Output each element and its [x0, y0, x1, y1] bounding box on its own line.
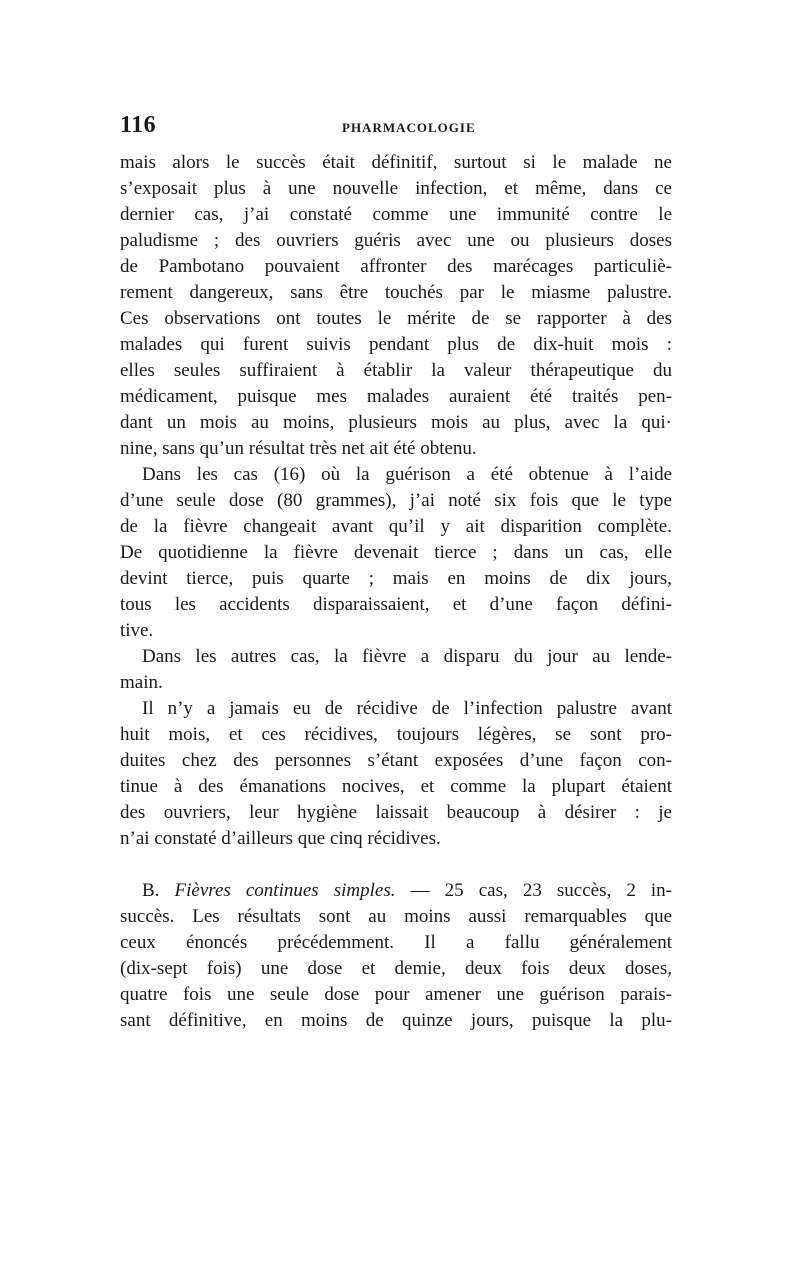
- text-line: n’ai constaté d’ailleurs que cinq récidives.: [120, 828, 441, 849]
- section-b-first-line: [120, 878, 672, 904]
- text-line: nine, sans qu’un résultat très net ait été obtenu.: [120, 438, 477, 459]
- text-line: d’une seule dose (80 grammes), j’ai noté six fois que le type: [120, 490, 672, 511]
- running-head: PHARMACOLOGIE: [342, 120, 476, 135]
- text-line: (dix-sept fois) une dose et demie, deux fois deux doses,: [120, 958, 672, 979]
- text-line: devint tierce, puis quarte ; mais en moins de dix jours,: [120, 568, 672, 589]
- text-line: Il n’y a jamais eu de récidive de l’infection palustre avant: [142, 698, 672, 719]
- page-header: [120, 112, 672, 142]
- text-line: médicament, puisque mes malades auraient été traités pen-: [120, 386, 672, 407]
- text-line: — 25 cas, 23 succès, 2 in-: [410, 880, 672, 901]
- text-line: huit mois, et ces récidives, toujours légères, se sont pro-: [120, 724, 672, 745]
- text-line: quatre fois une seule dose pour amener une guérison parais-: [120, 984, 672, 1005]
- text-line: De quotidienne la fièvre devenait tierce ; dans un cas, elle: [120, 542, 672, 563]
- text-line: duites chez des personnes s’étant exposées d’une façon con-: [120, 750, 672, 771]
- text-line: Dans les cas (16) où la guérison a été obtenue à l’aide: [142, 464, 672, 485]
- text-line: Ces observations ont toutes le mérite de se rapporter à des: [120, 308, 672, 329]
- text-line: mais alors le succès était définitif, surtout si le malade ne: [120, 152, 672, 173]
- text-line: Dans les autres cas, la fièvre a disparu du jour au lende-: [142, 646, 672, 667]
- text-line: des ouvriers, leur hygiène laissait beaucoup à désirer : je: [120, 802, 672, 823]
- section-b-label: B.: [142, 880, 160, 901]
- body-text: [120, 150, 672, 1034]
- text-line: dernier cas, j’ai constaté comme une immunité contre le: [120, 204, 672, 225]
- text-line: de Pambotano pouvaient affronter des marécages particuliè-: [120, 256, 672, 277]
- text-line: paludisme ; des ouvriers guéris avec une ou plusieurs doses: [120, 230, 672, 251]
- text-line: ceux énoncés précédemment. Il a fallu généralement: [120, 932, 672, 953]
- text-line: elles seules suffiraient à établir la valeur thérapeutique du: [120, 360, 672, 381]
- text-line: malades qui furent suivis pendant plus de dix-huit mois :: [120, 334, 672, 355]
- text-line: sant définitive, en moins de quinze jours, puisque la plu-: [120, 1010, 672, 1031]
- text-line: tinue à des émanations nocives, et comme la plupart étaient: [120, 776, 672, 797]
- page-number: 116: [120, 112, 157, 138]
- text-line: s’exposait plus à une nouvelle infection, et même, dans ce: [120, 178, 672, 199]
- text-line: main.: [120, 672, 163, 693]
- text-line: dant un mois au moins, plusieurs mois au plus, avec la qui·: [120, 412, 672, 433]
- text-line: tive.: [120, 620, 154, 641]
- text-line: tous les accidents disparaissaient, et d’une façon défini-: [120, 594, 672, 615]
- text-line: de la fièvre changeait avant qu’il y ait disparition complète.: [120, 516, 672, 537]
- section-b-title: Fièvres continues simples.: [174, 880, 396, 901]
- text-line: succès. Les résultats sont au moins aussi remarquables que: [120, 906, 672, 927]
- text-line: rement dangereux, sans être touchés par le miasme palustre.: [120, 282, 672, 303]
- paragraph-gap: [120, 852, 672, 878]
